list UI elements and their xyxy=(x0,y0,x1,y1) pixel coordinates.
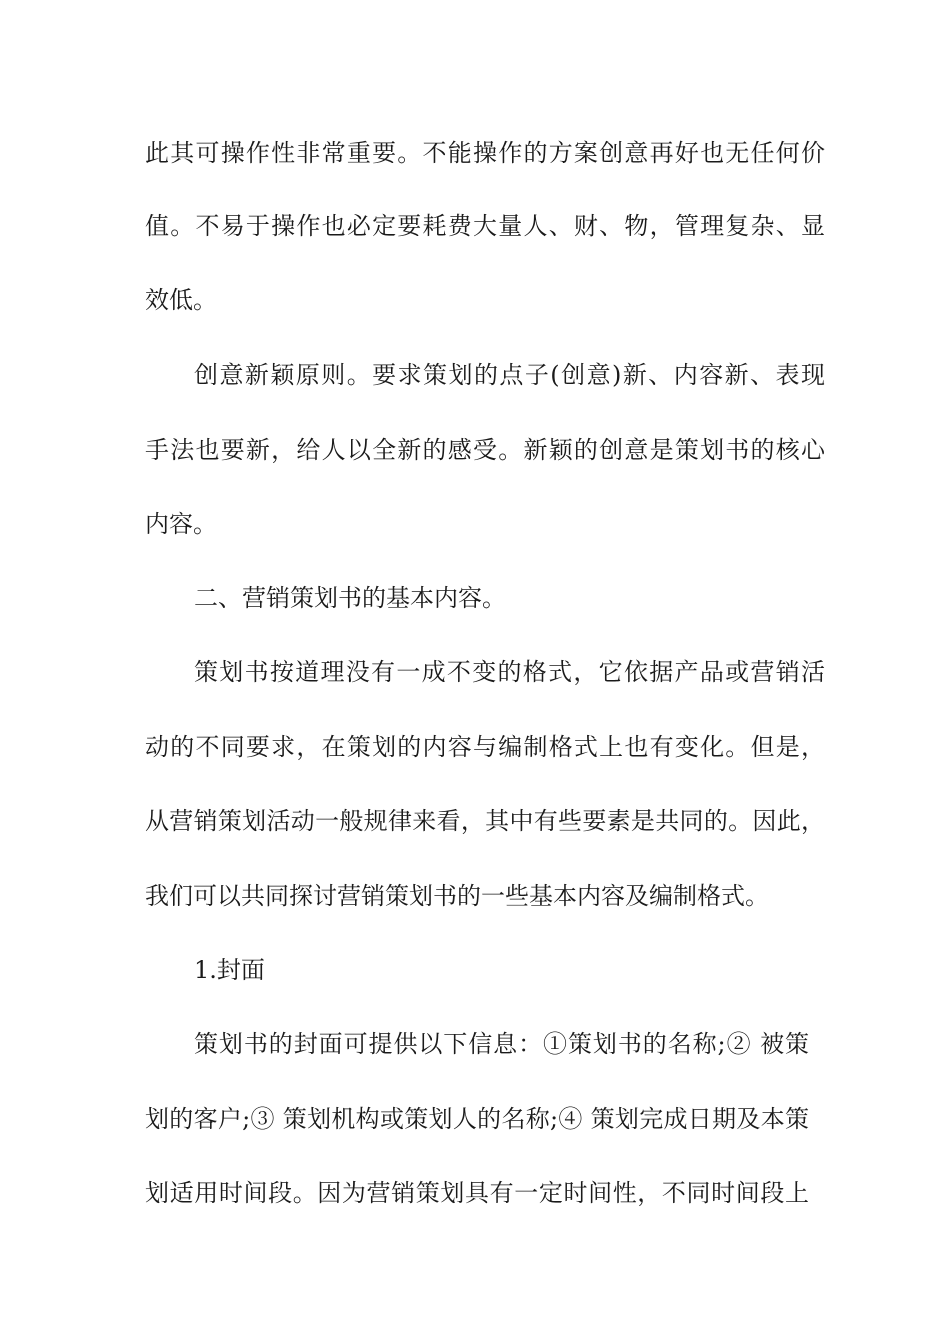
paragraph-first-line: 策划书按道理没有一成不变的格式，它依据产品或营销活 xyxy=(194,658,825,686)
text-line: 从营销策划活动一般规律来看，其中有些要素是共同的。因此， xyxy=(145,807,825,835)
paragraph-first-line: 策划书的封面可提供以下信息：①策划书的名称;② 被策 xyxy=(194,1030,809,1058)
text-line: 划的客户;③ 策划机构或策划人的名称;④ 策划完成日期及本策 xyxy=(145,1105,809,1133)
section-heading: 二、营销策划书的基本内容。 xyxy=(194,584,506,612)
text-line: 值。不易于操作也必定要耗费大量人、财、物，管理复杂、显 xyxy=(145,212,825,240)
text-line: 此其可操作性非常重要。不能操作的方案创意再好也无任何价 xyxy=(145,139,825,167)
text-line: 手法也要新，给人以全新的感受。新颖的创意是策划书的核心 xyxy=(145,436,825,464)
text-line: 我们可以共同探讨营销策划书的一些基本内容及编制格式。 xyxy=(145,882,769,910)
text-line: 划适用时间段。因为营销策划具有一定时间性，不同时间段上 xyxy=(145,1179,809,1207)
text-line: 效低。 xyxy=(145,286,217,314)
subsection-heading: 1.封面 xyxy=(194,956,265,984)
paragraph-first-line: 创意新颖原则。要求策划的点子(创意)新、内容新、表现 xyxy=(194,361,825,389)
text-line: 内容。 xyxy=(145,510,217,538)
text-line: 动的不同要求，在策划的内容与编制格式上也有变化。但是， xyxy=(145,733,825,761)
